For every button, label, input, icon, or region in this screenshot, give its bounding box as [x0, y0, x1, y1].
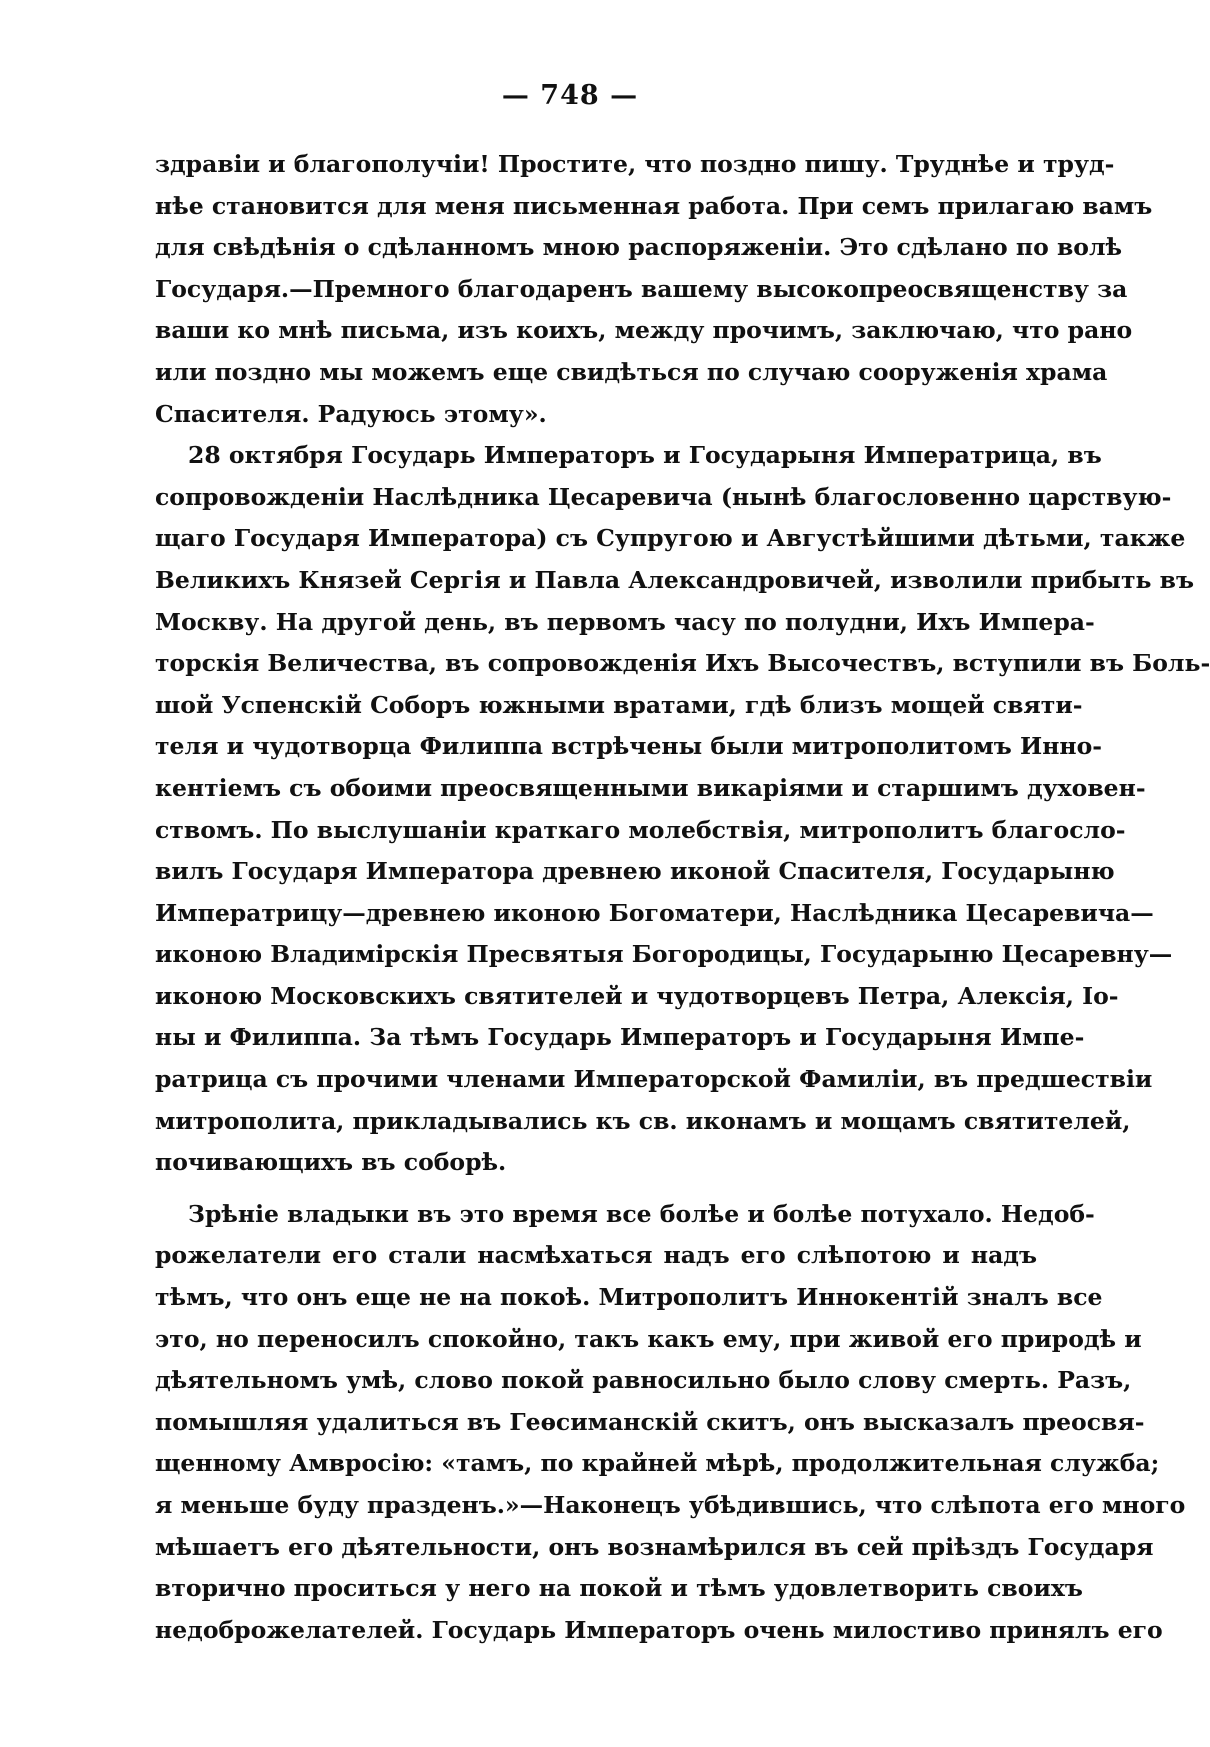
- text-line: почивающихъ въ соборѣ.: [155, 1148, 507, 1177]
- text-line: или поздно мы можемъ еще свидѣться по случаю сооруженія храма: [155, 357, 1108, 386]
- text-line: мѣшаетъ его дѣятельности, онъ вознамѣрился въ сей пріѣздъ Государя: [155, 1532, 1154, 1561]
- text-line: щенному Амвросію: «тамъ, по крайней мѣрѣ, продолжительная служба;: [155, 1449, 1160, 1478]
- text-line: Великихъ Князей Сергія и Павла Александровичей, изволили прибыть въ: [155, 565, 1195, 594]
- text-line: ваши ко мнѣ письма, изъ коихъ, между прочимъ, заключаю, что рано: [155, 316, 1133, 345]
- text-line: это, но переносилъ спокойно, такъ какъ ему, при живой его природѣ и: [155, 1324, 1142, 1353]
- text-line: 28 октября Государь Императоръ и Государыня Императрица, въ: [188, 441, 1102, 470]
- text-line: вилъ Государя Императора древнею иконой Спасителя, Государыню: [155, 857, 1115, 886]
- text-line: рожелатели его стали насмѣхаться надъ его слѣпотою и надъ: [155, 1241, 1037, 1270]
- text-line: Спасителя. Радуюсь этому».: [155, 399, 547, 428]
- text-line: теля и чудотворца Филиппа встрѣчены были митрополитомъ Инно-: [155, 732, 1103, 761]
- text-line: здравіи и благополучіи! Простите, что поздно пишу. Труднѣе и труд-: [155, 150, 1115, 178]
- text-line: торскія Величества, въ сопровожденія Ихъ Высочествъ, вступили въ Боль-: [155, 649, 1210, 678]
- paragraph-3: [155, 1194, 1186, 1652]
- text-line: шой Успенскій Соборъ южными вратами, гдѣ близъ мощей святи-: [155, 690, 1083, 719]
- text-line: я меньше буду празденъ.»—Наконецъ убѣдившись, что слѣпота его много: [155, 1491, 1186, 1519]
- text-line: ствомъ. По выслушаніи краткаго молебствія, митрополитъ благосло-: [155, 815, 1126, 844]
- paragraph-2: [155, 435, 1210, 1184]
- text-line: Императрицу—древнею иконою Богоматери, Наслѣдника Цесаревича—: [155, 898, 1154, 927]
- paragraph-gap: [155, 1184, 1037, 1194]
- text-line: Зрѣніе владыки въ это время все болѣе и болѣе потухало. Недоб-: [188, 1199, 1095, 1228]
- text-line: ратрица съ прочими членами Императорской Фамиліи, въ предшествіи: [155, 1065, 1153, 1094]
- text-line: помышляя удалиться въ Геѳсиманскій скитъ, онъ высказалъ преосвя-: [155, 1407, 1145, 1436]
- page-number: — 748 —: [501, 80, 639, 111]
- text-line: иконою Московскихъ святителей и чудотворцевъ Петра, Алексія, Іо-: [155, 981, 1119, 1010]
- text-line: дѣятельномъ умѣ, слово покой равносильно было слову смерть. Разъ,: [155, 1366, 1132, 1395]
- text-line: нѣе становится для меня письменная работа. При семъ прилагаю вамъ: [155, 191, 1153, 220]
- text-line: Государя.—Премного благодаренъ вашему высокопреосвященству за: [155, 274, 1128, 303]
- text-line: для свѣдѣнія о сдѣланномъ мною распоряженіи. Это сдѣлано по волѣ: [155, 233, 1123, 262]
- text-line: щаго Государя Императора) съ Супругою и Августѣйшими дѣтьми, также: [155, 524, 1186, 553]
- text-line: митрополита, прикладывались къ св. иконамъ и мощамъ святителей,: [155, 1106, 1131, 1135]
- text-line: сопровожденіи Наслѣдника Цесаревича (нынѣ благословенно царствую-: [155, 482, 1172, 511]
- text-line: кентіемъ съ обоими преосвященными викаріями и старшимъ духовен-: [155, 773, 1146, 802]
- text-line: недоброжелателей. Государь Императоръ очень милостиво принялъ его: [155, 1615, 1163, 1644]
- text-line: Москву. На другой день, въ первомъ часу по полудни, Ихъ Импера-: [155, 607, 1095, 636]
- text-line: иконою Владимірскія Пресвятыя Богородицы, Государыню Цесаревну—: [155, 940, 1173, 969]
- text-line: тѣмъ, что онъ еще не на покоѣ. Митрополитъ Иннокентій зналъ все: [155, 1283, 1103, 1312]
- body-text: [155, 144, 1210, 1651]
- text-line: вторично проситься у него на покой и тѣмъ удовлетворить своихъ: [155, 1574, 1083, 1603]
- paragraph-1: [155, 144, 1153, 435]
- text-line: ны и Филиппа. За тѣмъ Государь Императоръ и Государыня Импе-: [155, 1023, 1085, 1052]
